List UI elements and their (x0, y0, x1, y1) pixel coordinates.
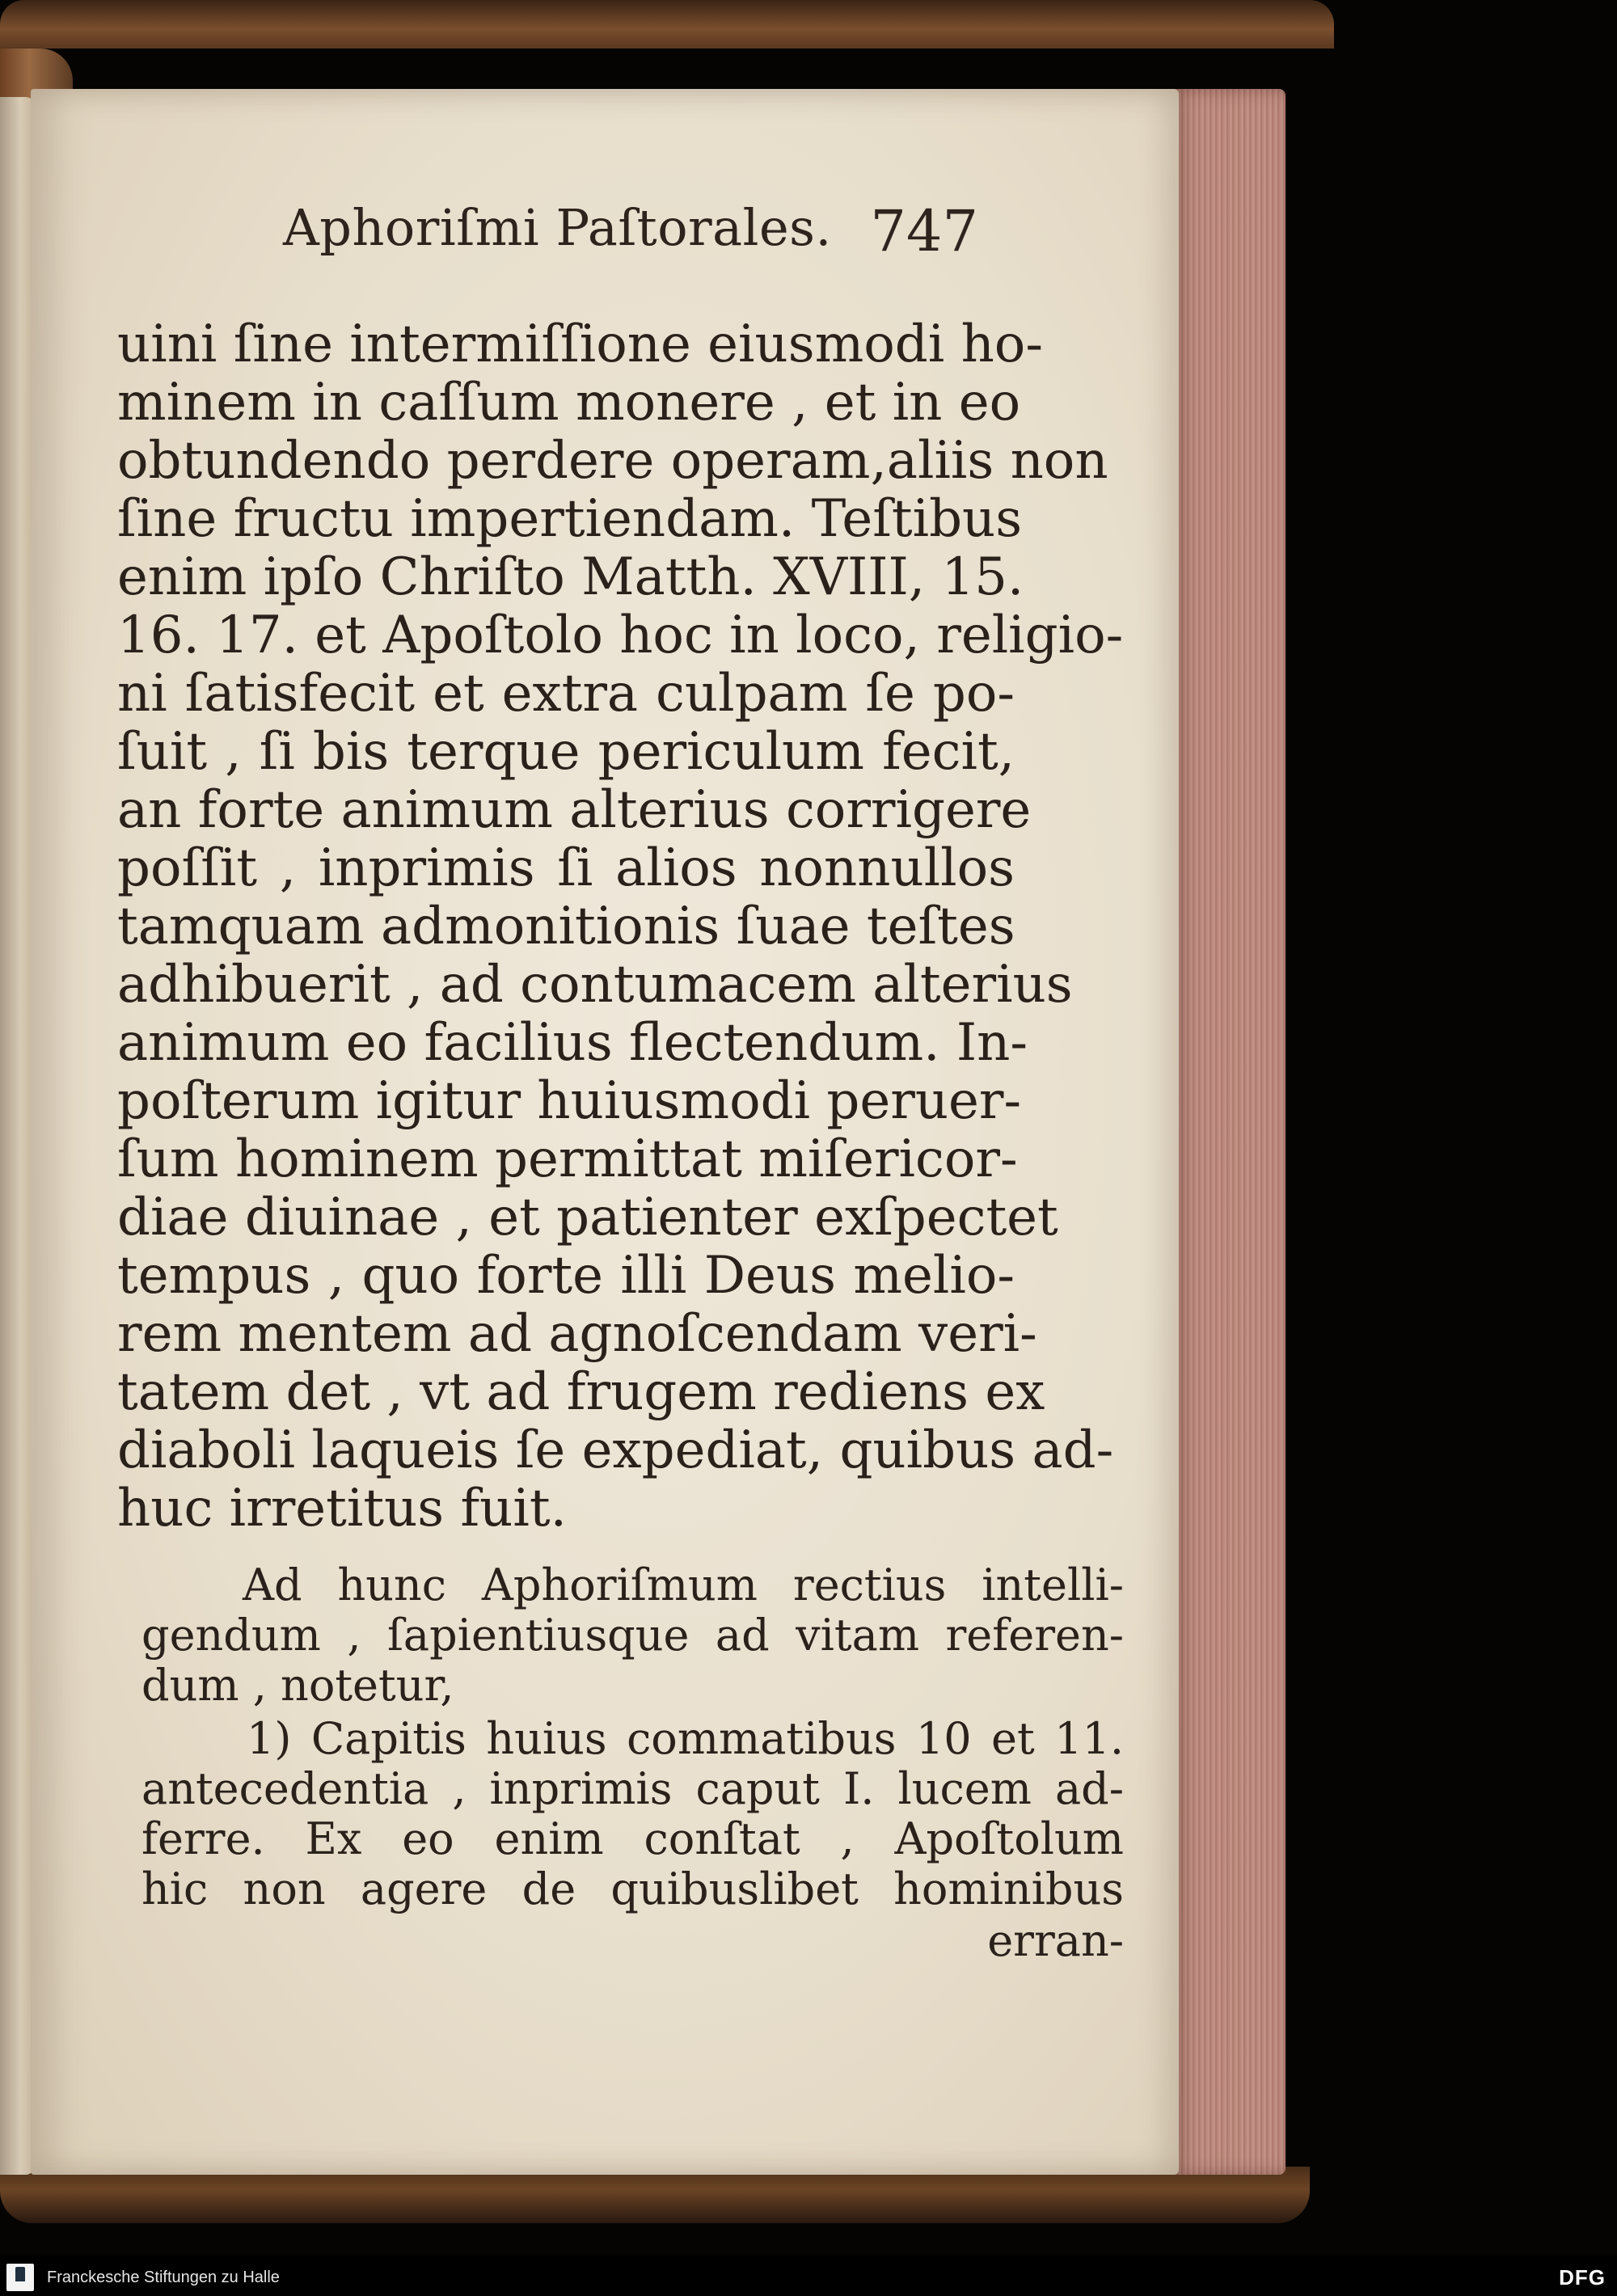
body-line: obtundendo perdere operam,aliis non (117, 431, 1108, 491)
body-line: ſine fructu impertiendam. Teſtibus (117, 489, 1023, 549)
facing-page-edge (0, 97, 34, 2175)
footer-funder-logo: DFG (1559, 2265, 1606, 2290)
note-line: Ad hunc Aphoriſmum rectius intelli- (243, 1560, 1124, 1610)
body-line: minem in caſſum monere , et in eo (117, 373, 1021, 433)
binding-bottom-edge (0, 2167, 1310, 2223)
body-line: uini ſine intermiſſione eiusmodi ho- (117, 314, 1043, 374)
footer-institution: Franckesche Stiftungen zu Halle (47, 2269, 280, 2286)
body-line: animum eo facilius flectendum. In- (117, 1013, 1028, 1073)
body-line: tempus , quo forte illi Deus melio- (117, 1246, 1015, 1306)
page-fore-edge (1172, 89, 1286, 2175)
binding-top-edge (0, 0, 1334, 49)
body-line: rem mentem ad agnoſcendam veri- (117, 1304, 1037, 1364)
body-line: ſuit , ſi bis terque periculum fecit, (117, 722, 1015, 782)
note-line: 1) Capitis huius commatibus 10 et 11. (247, 1713, 1124, 1764)
page-number: 747 (870, 198, 978, 264)
body-line: ſum hominem permittat miſericor- (117, 1129, 1018, 1189)
body-line: huc irretitus fuit. (117, 1479, 567, 1538)
body-line: diae diuinae , et patienter exſpectet (117, 1188, 1058, 1247)
body-line: poſſit , inprimis ſi alios nonnullos (117, 838, 1015, 898)
note-line: antecedentia , inprimis caput I. lucem ad- (141, 1763, 1124, 1814)
body-line: diaboli laqueis ſe expediat, quibus ad- (117, 1420, 1114, 1480)
body-line: adhibuerit , ad contumacem alterius (117, 955, 1073, 1015)
body-line: enim ipſo Chriſto Matth. XVIII, 15. (117, 547, 1024, 607)
body-line: an forte animum alterius corrigere (117, 780, 1032, 840)
note-line: dum , notetur, (141, 1660, 454, 1711)
body-line: poſterum igitur huiusmodi peruer- (117, 1071, 1022, 1131)
note-line: gendum , ſapientiusque ad vitam referen- (141, 1610, 1124, 1661)
body-line: tatem det , vt ad frugem rediens ex (117, 1362, 1045, 1422)
body-line: tamquam admonitionis ſuae teſtes (117, 897, 1015, 956)
institution-logo-icon (6, 2264, 34, 2291)
catchword: erran- (987, 1915, 1124, 1966)
running-title: Aphoriſmi Paſtorales. (283, 198, 832, 257)
note-line: ferre. Ex eo enim conſtat , Apoſtolum (141, 1813, 1124, 1864)
body-line: ni ſatisfecit et extra culpam ſe po- (117, 664, 1015, 724)
body-line: 16. 17. et Apoſtolo hoc in loco, religio- (117, 606, 1124, 665)
running-head (283, 198, 978, 271)
note-line: hic non agere de quibuslibet hominibus (141, 1863, 1124, 1914)
